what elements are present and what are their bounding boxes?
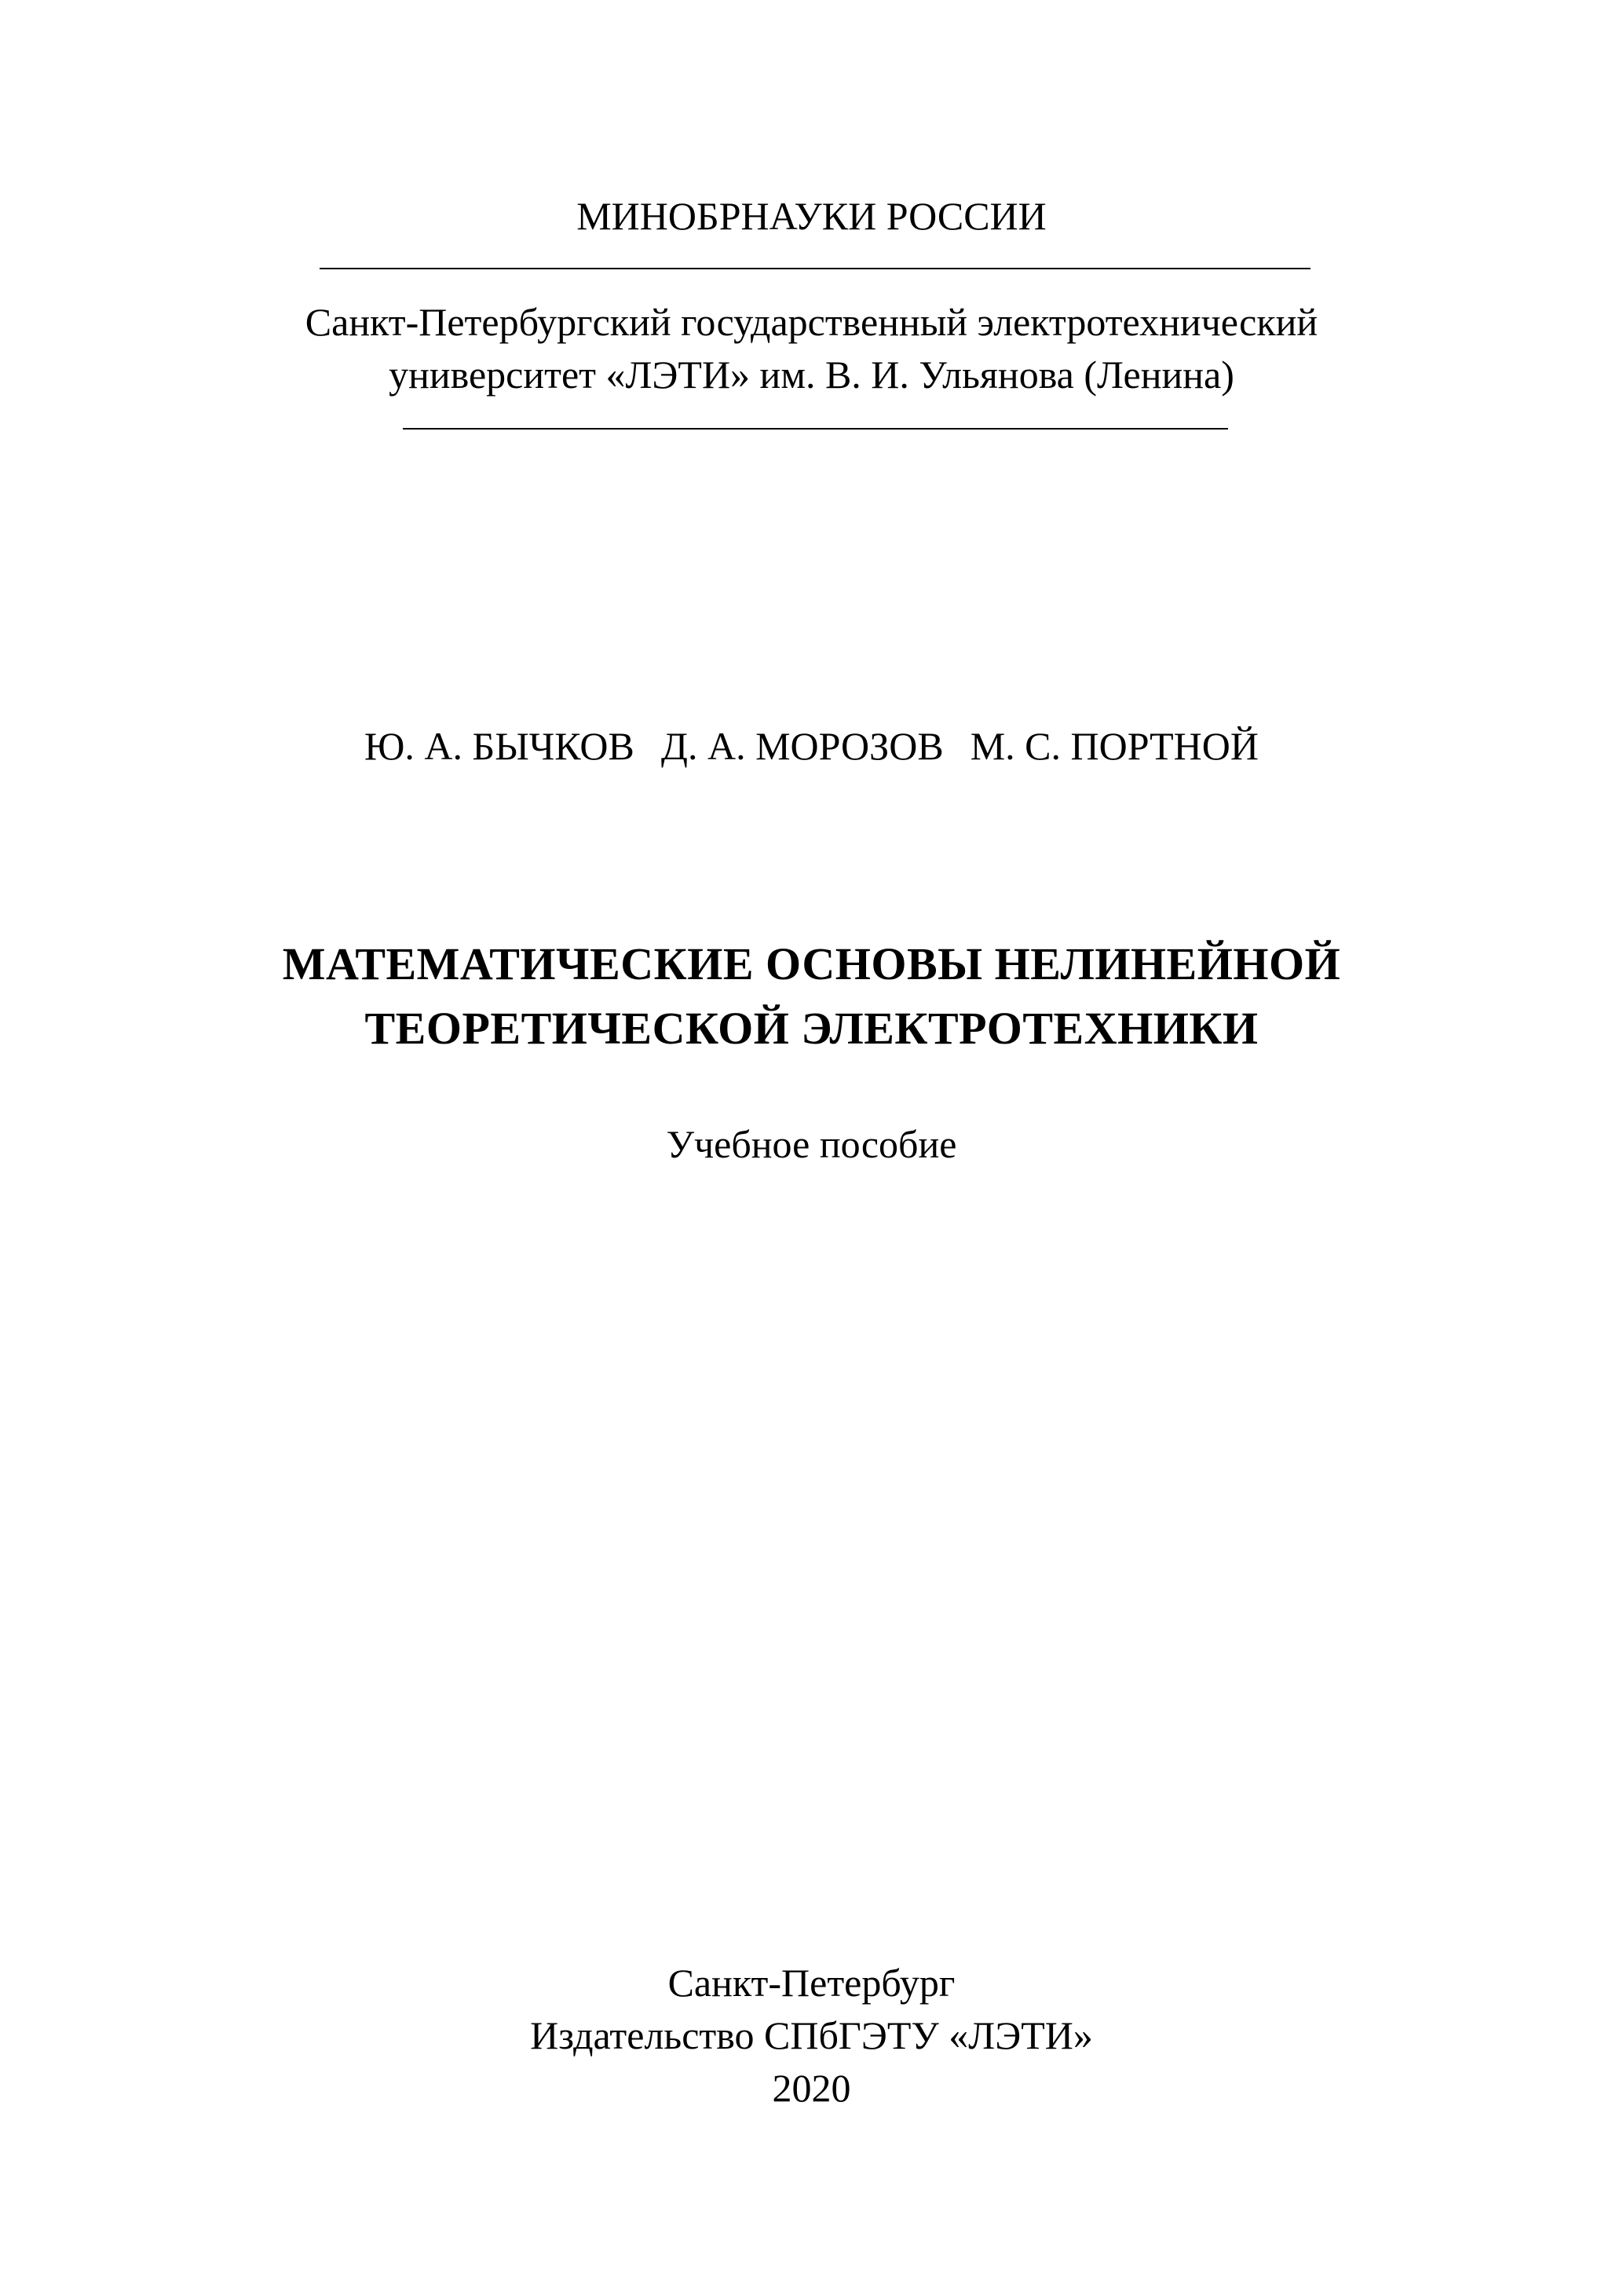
authors-line	[0, 726, 1623, 766]
university-name-line-1: Санкт-Петербургский государственный электротехнический	[305, 300, 1318, 344]
book-type: Учебное пособие	[666, 1122, 957, 1166]
author-morozov: Д. А. МОРОЗОВ	[660, 724, 944, 768]
author-portnoy: М. С. ПОРТНОЙ	[970, 724, 1259, 768]
publisher-name: Издательство СПбГЭТУ «ЛЭТИ»	[530, 2013, 1093, 2057]
university-name-line-2: университет «ЛЭТИ» им. В. И. Ульянова (Ленина)	[389, 353, 1234, 397]
author-bychkov: Ю. А. БЫЧКОВ	[364, 724, 634, 768]
publication-city: Санкт-Петербург	[667, 1961, 956, 2005]
header-divider-bottom	[403, 428, 1228, 430]
ministry-name: МИНОБРНАУКИ РОССИИ	[576, 194, 1047, 238]
publication-year: 2020	[772, 2066, 851, 2110]
book-title-line-2: ТЕОРЕТИЧЕСКОЙ ЭЛЕКТРОТЕХНИКИ	[364, 1003, 1259, 1054]
book-title-line-1: МАТЕМАТИЧЕСКИЕ ОСНОВЫ НЕЛИНЕЙНОЙ	[282, 938, 1341, 989]
header-divider-top	[320, 268, 1310, 269]
